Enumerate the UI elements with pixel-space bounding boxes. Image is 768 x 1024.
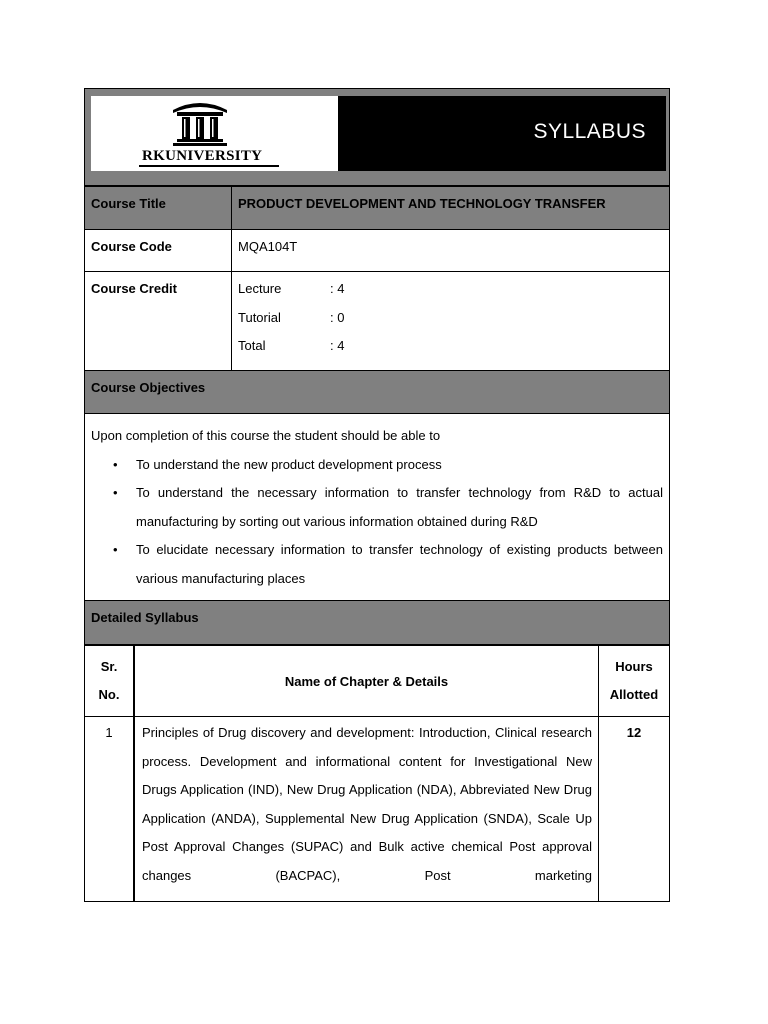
banner-title: SYLLABUS xyxy=(533,120,646,143)
row-sr: 1 xyxy=(85,717,135,901)
credit-value: : 4 xyxy=(330,281,345,296)
bullet-icon: • xyxy=(113,485,118,500)
document-header xyxy=(85,89,669,187)
table-header-row xyxy=(85,646,669,717)
credit-name: Tutorial xyxy=(238,309,281,325)
objective-item xyxy=(91,479,663,536)
col-sr-line1: Sr. xyxy=(100,659,118,674)
credit-tutorial xyxy=(238,310,663,339)
course-code-label: Course Code xyxy=(85,230,232,271)
syllabus-banner xyxy=(338,96,666,171)
logo-underline xyxy=(139,165,279,167)
syllabus-document xyxy=(84,88,670,902)
table-row xyxy=(85,717,669,901)
course-code-value: MQA104T xyxy=(238,239,298,254)
syllabus-table xyxy=(85,644,669,901)
course-credit-row xyxy=(85,272,669,371)
col-chapter-name: Name of Chapter & Details xyxy=(135,646,599,716)
credit-value: : 0 xyxy=(330,309,345,325)
col-hours xyxy=(599,646,669,716)
objectives-list xyxy=(91,451,663,594)
course-credit-label: Course Credit xyxy=(85,272,232,370)
credit-name: Lecture xyxy=(238,281,282,296)
bullet-icon: • xyxy=(113,456,118,472)
credit-total xyxy=(238,338,663,367)
pillars-logo-icon xyxy=(169,100,231,148)
course-credit-values xyxy=(232,272,669,370)
objective-text: To understand the necessary information to transfer technology from R&D to actual manufacturing by sorting out various information obtained during R&D xyxy=(136,485,663,529)
row-details: Principles of Drug discovery and development: Introduction, Clinical research process. Development and informational content for Investigational New Drugs Application (IND), New Drug Application (NDA), Abbreviated New Drug Application (ANDA), Supplemental New Drug Application (SNDA), Scale Up Post Approval Changes (SUPAC) and Bulk active chemical Post approval changes (BACPAC), Post marketing xyxy=(135,717,599,901)
objectives-intro: Upon completion of this course the student should be able to xyxy=(91,428,441,443)
credit-lecture xyxy=(238,281,663,310)
course-title-value: PRODUCT DEVELOPMENT AND TECHNOLOGY TRANSFER xyxy=(238,196,606,211)
col-hours-line2: Allotted xyxy=(609,687,659,702)
bullet-icon: • xyxy=(113,542,118,557)
credit-name: Total xyxy=(238,338,266,353)
course-code-row xyxy=(85,230,669,272)
row-hours: 12 xyxy=(626,725,642,740)
objective-item xyxy=(91,536,663,593)
logo-text: RKUNIVERSITY xyxy=(142,148,263,164)
col-hours-line1: Hours xyxy=(615,659,653,674)
course-title-label: Course Title xyxy=(85,187,232,229)
col-sr-line2: No. xyxy=(98,687,120,702)
objectives-heading: Course Objectives xyxy=(85,371,669,414)
credit-value: : 4 xyxy=(330,338,345,353)
course-title-row xyxy=(85,187,669,230)
detailed-syllabus-heading: Detailed Syllabus xyxy=(85,601,669,644)
objective-item xyxy=(91,451,663,480)
col-sr-no xyxy=(85,646,135,716)
objective-text: To elucidate necessary information to transfer technology of existing products between various manufacturing places xyxy=(136,542,663,586)
objectives-body xyxy=(85,414,669,601)
university-logo xyxy=(91,96,338,171)
objective-text: To understand the new product development process xyxy=(136,456,442,472)
